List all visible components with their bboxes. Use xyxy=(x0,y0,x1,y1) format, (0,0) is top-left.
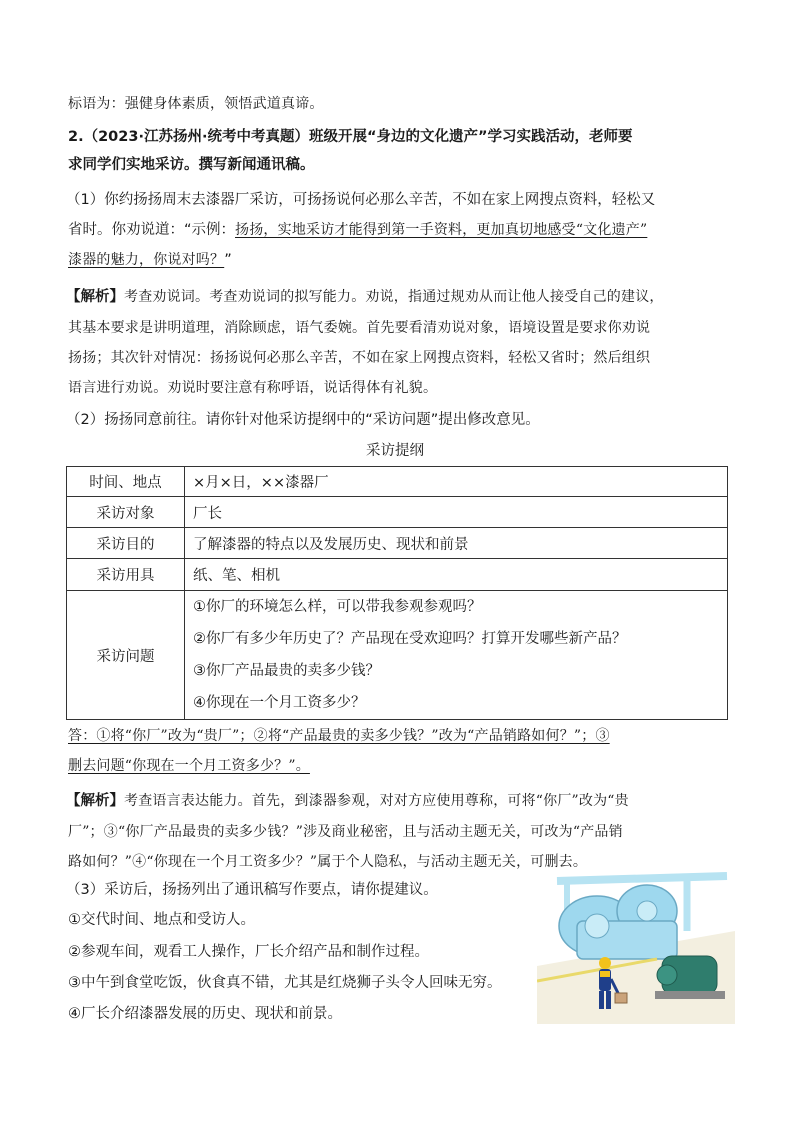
point-item: ③中午到食堂吃饭，伙食真不错，尤其是红烧狮子头令人回味无穷。 xyxy=(68,975,502,991)
row-value: 了解漆器的特点以及发展历史、现状和前景 xyxy=(185,528,728,559)
row-value: 厂长 xyxy=(185,497,728,528)
part1-suffix: ” xyxy=(224,252,232,268)
part3-line1: （3）采访后，扬扬列出了通讯稿写作要点，请你提建议。 xyxy=(66,882,438,898)
question-item: ③你厂产品最贵的卖多少钱？ xyxy=(193,663,380,679)
row-label: 采访目的 xyxy=(67,528,185,559)
question-2-line2: 求同学们实地采访。撰写新闻通讯稿。 xyxy=(68,157,315,173)
questions-cell xyxy=(185,591,728,720)
part1-line1: （1）你约扬扬周末去漆器厂采访，可扬扬说何必那么辛苦，不如在家上网搜点资料，轻松又 xyxy=(66,192,656,208)
part1-line2 xyxy=(68,220,647,240)
answer2-line2: 删去问题“你现在一个月工资多少？”。 xyxy=(68,758,310,774)
answer2-line1: 答：①将“你厂”改为“贵厂”；②将“产品最贵的卖多少钱？”改为“产品销路如何？”；③ xyxy=(68,728,610,744)
analysis-tag: 【解析】 xyxy=(66,289,124,305)
table-row-questions xyxy=(67,591,728,720)
row-label: 时间、地点 xyxy=(67,467,185,497)
part2-line1: （2）扬扬同意前往。请你针对他采访提纲中的“采访问题”提出修改意见。 xyxy=(66,412,540,428)
question-item: ②你厂有多少年历史了？产品现在受欢迎吗？打算开发哪些新产品？ xyxy=(193,631,627,647)
analysis1-line4: 语言进行劝说。劝说时要注意有称呼语，说话得体有礼貌。 xyxy=(68,380,438,396)
part1-answer-line1: 扬扬，实地采访才能得到第一手资料，更加真切地感受“文化遗产” xyxy=(235,222,648,238)
table-row xyxy=(67,528,728,559)
analysis1-line3: 扬扬；其次针对情况：扬扬说何必那么辛苦，不如在家上网搜点资料，轻松又省时；然后组织 xyxy=(68,350,651,366)
analysis1-line2: 其基本要求是讲明道理，消除顾虑，语气委婉。首先要看清劝说对象，语境设置是要求你劝说 xyxy=(68,320,651,336)
row-value: 纸、笔、相机 xyxy=(185,559,728,591)
questions-label: 采访问题 xyxy=(67,591,185,720)
interview-outline-table xyxy=(66,466,728,720)
analysis2-line3: 路如何？”④“你现在一个月工资多少？”属于个人隐私，与活动主题无关，可删去。 xyxy=(68,854,588,870)
point-item: ②参观车间，观看工人操作，厂长介绍产品和制作过程。 xyxy=(68,944,429,960)
analysis2-text1: 考查语言表达能力。首先，到漆器参观，对对方应使用尊称，可将“你厂”改为“贵 xyxy=(124,793,629,809)
intro-line: 标语为：强健身体素质，领悟武道真谛。 xyxy=(68,96,324,112)
analysis1-text1: 考查劝说词。考查劝说词的拟写能力。劝说，指通过规劝从而让他人接受自己的建议， xyxy=(124,289,664,305)
part1-answer-line2: 漆器的魅力，你说对吗？ xyxy=(68,252,225,268)
analysis1-line1 xyxy=(66,287,664,307)
question-item: ④你现在一个月工资多少？ xyxy=(193,695,366,711)
analysis-tag: 【解析】 xyxy=(66,793,124,809)
row-value: ×月×日，××漆器厂 xyxy=(185,467,728,497)
row-label: 采访用具 xyxy=(67,559,185,591)
row-label: 采访对象 xyxy=(67,497,185,528)
point-item: ④厂长介绍漆器发展的历史、现状和前景。 xyxy=(68,1006,342,1022)
question-2-line1: 2.（2023·江苏扬州·统考中考真题）班级开展“身边的文化遗产”学习实践活动，老师要 xyxy=(68,129,633,145)
point-item: ①交代时间、地点和受访人。 xyxy=(68,912,255,928)
table-row xyxy=(67,467,728,497)
factory-worker-illustration-icon xyxy=(537,871,735,1024)
table-row xyxy=(67,497,728,528)
table-title: 采访提纲 xyxy=(366,443,424,459)
table-row xyxy=(67,559,728,591)
question-item: ①你厂的环境怎么样，可以带我参观参观吗？ xyxy=(193,599,482,615)
part1-line3 xyxy=(68,250,232,270)
analysis2-line2: 厂”；③“你厂产品最贵的卖多少钱？”涉及商业秘密，且与活动主题无关，可改为“产品销 xyxy=(68,824,623,840)
part1-prefix: 省时。你劝说道：“示例： xyxy=(68,222,236,238)
analysis2-line1 xyxy=(66,791,629,811)
